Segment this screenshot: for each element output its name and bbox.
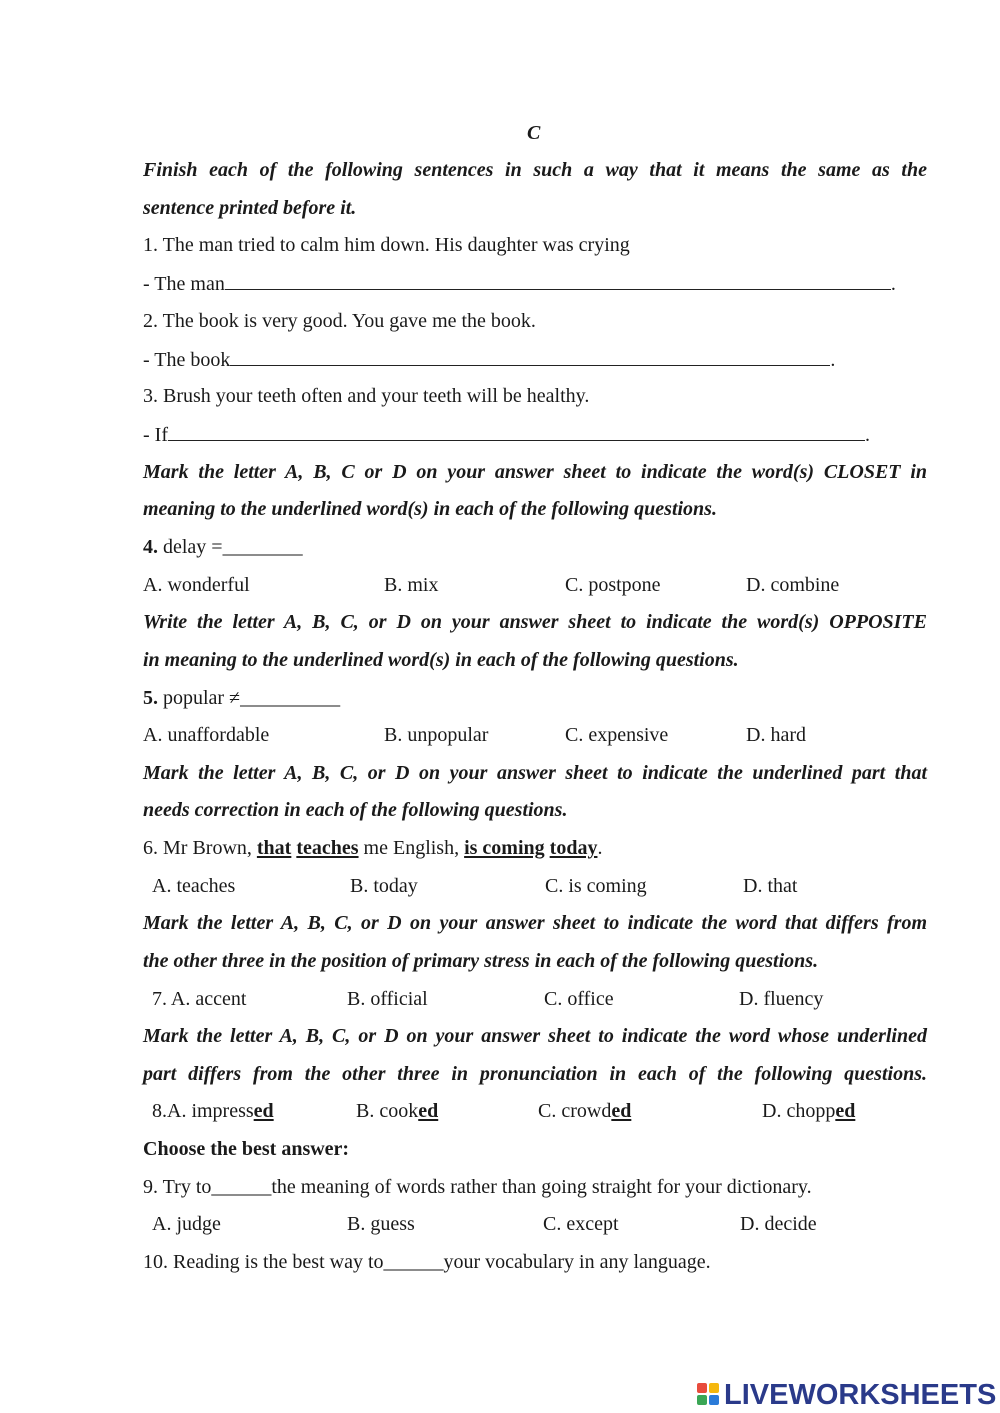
question-6-underlined-teaches: teaches — [296, 837, 359, 859]
question-4-option-b[interactable]: B. mix — [384, 574, 439, 596]
option-stem: B. cook — [356, 1100, 419, 1122]
question-5-stem: popular ≠__________ — [158, 687, 341, 709]
instruction-correction-line-1: Mark the letter A, B, C, or D on your answer sheet to indicate the underlined part that — [143, 762, 927, 784]
logo-squares-icon — [697, 1383, 721, 1407]
question-2-prompt: - The book — [143, 349, 231, 371]
instruction-opposite-line-1: Write the letter A, B, C, or D on your answer sheet to indicate the word(s) OPPOSITE — [143, 611, 927, 633]
question-3-text: 3. Brush your teeth often and your teeth will be healthy. — [143, 385, 590, 407]
option-stem: 8.A. impress — [152, 1100, 254, 1122]
question-3-period: . — [864, 424, 870, 446]
question-8-option-c[interactable] — [538, 1099, 631, 1123]
instruction-pronunciation-line-1: Mark the letter A, B, C, or D on your answer sheet to indicate the word whose underlined — [143, 1025, 927, 1047]
instruction-stress-line-2: the other three in the position of primary stress in each of the following questions. — [143, 950, 819, 972]
question-4-option-c[interactable]: C. postpone — [565, 574, 661, 596]
question-9-option-c[interactable]: C. except — [543, 1213, 619, 1235]
question-5-text — [143, 686, 340, 710]
option-underlined-ending: ed — [611, 1100, 632, 1122]
logo-text: LIVEWORKSHEETS — [724, 1378, 997, 1411]
question-5-option-a[interactable]: A. unaffordable — [143, 724, 270, 746]
liveworksheets-logo — [697, 1378, 996, 1412]
question-1-prompt: - The man — [143, 273, 225, 295]
question-9-option-a[interactable]: A. judge — [152, 1213, 221, 1235]
question-2-answer-blank[interactable] — [230, 347, 830, 366]
question-6-underlined-is-coming: is coming — [464, 837, 545, 859]
option-underlined-ending: ed — [835, 1100, 856, 1122]
question-6-option-d[interactable]: D. that — [743, 875, 798, 897]
question-1-answer-blank[interactable] — [225, 271, 891, 290]
question-4-option-a[interactable]: A. wonderful — [143, 574, 250, 596]
question-3-prompt: - If — [143, 424, 168, 446]
question-2-answer-line — [143, 347, 835, 372]
question-3-answer-blank[interactable] — [168, 422, 865, 441]
question-7-option-d[interactable]: D. fluency — [739, 988, 824, 1010]
question-4-option-d[interactable]: D. combine — [746, 574, 840, 596]
instruction-rewrite-line-2: sentence printed before it. — [143, 197, 357, 219]
question-4-text — [143, 535, 303, 559]
question-6-option-a[interactable]: A. teaches — [152, 875, 236, 897]
instruction-rewrite-line-1: Finish each of the following sentences in such a way that it means the same as the — [143, 159, 927, 181]
question-2-text: 2. The book is very good. You gave me the book. — [143, 310, 536, 332]
instruction-correction-line-2: needs correction in each of the following questions. — [143, 799, 568, 821]
option-underlined-ending: ed — [418, 1100, 439, 1122]
question-8-option-a[interactable] — [152, 1099, 274, 1123]
question-6-underlined-today: today — [549, 837, 598, 859]
question-5-number: 5. — [143, 687, 158, 709]
instruction-closest-line-2: meaning to the underlined word(s) in each of the following questions. — [143, 498, 717, 520]
question-2-period: . — [830, 349, 836, 371]
question-10-text: 10. Reading is the best way to______your vocabulary in any language. — [143, 1251, 711, 1273]
question-6-option-b[interactable]: B. today — [350, 875, 418, 897]
question-4-number: 4. — [143, 536, 158, 558]
question-5-option-d[interactable]: D. hard — [746, 724, 806, 746]
question-3-answer-line — [143, 422, 870, 447]
question-6-part: me English, — [358, 837, 465, 859]
question-6-part: . — [597, 837, 603, 859]
question-6-underlined-that: that — [256, 837, 292, 859]
question-8-option-d[interactable] — [762, 1099, 855, 1123]
instruction-stress-line-1: Mark the letter A, B, C, or D on your answer sheet to indicate the word that differs from — [143, 912, 927, 934]
worksheet-title: C — [527, 122, 541, 144]
question-1-period: . — [890, 273, 896, 295]
question-1-text: 1. The man tried to calm him down. His daughter was crying — [143, 234, 630, 256]
instruction-opposite-line-2: in meaning to the underlined word(s) in each of the following questions. — [143, 649, 739, 671]
instruction-closest-line-1: Mark the letter A, B, C or D on your answer sheet to indicate the word(s) CLOSET in — [143, 461, 927, 483]
question-8-option-b[interactable] — [356, 1099, 438, 1123]
question-6-option-c[interactable]: C. is coming — [545, 875, 647, 897]
question-9-text: 9. Try to______the meaning of words rather than going straight for your dictionary. — [143, 1176, 812, 1198]
question-7-option-c[interactable]: C. office — [544, 988, 614, 1010]
question-5-option-c[interactable]: C. expensive — [565, 724, 669, 746]
option-underlined-ending: ed — [253, 1100, 274, 1122]
question-7-option-b[interactable]: B. official — [347, 988, 428, 1010]
instruction-pronunciation-line-2: part differs from the other three in pronunciation in each of the following questions. — [143, 1063, 927, 1085]
question-4-stem: delay =________ — [158, 536, 303, 558]
option-stem: C. crowd — [538, 1100, 612, 1122]
question-6-text — [143, 836, 602, 860]
question-1-answer-line — [143, 271, 896, 296]
question-9-option-b[interactable]: B. guess — [347, 1213, 415, 1235]
question-9-option-d[interactable]: D. decide — [740, 1213, 817, 1235]
question-6-part: 6. Mr Brown, — [143, 837, 257, 859]
instruction-choose-best: Choose the best answer: — [143, 1138, 350, 1160]
question-5-option-b[interactable]: B. unpopular — [384, 724, 489, 746]
question-7-option-a[interactable]: 7. A. accent — [152, 988, 247, 1010]
option-stem: D. chopp — [762, 1100, 836, 1122]
